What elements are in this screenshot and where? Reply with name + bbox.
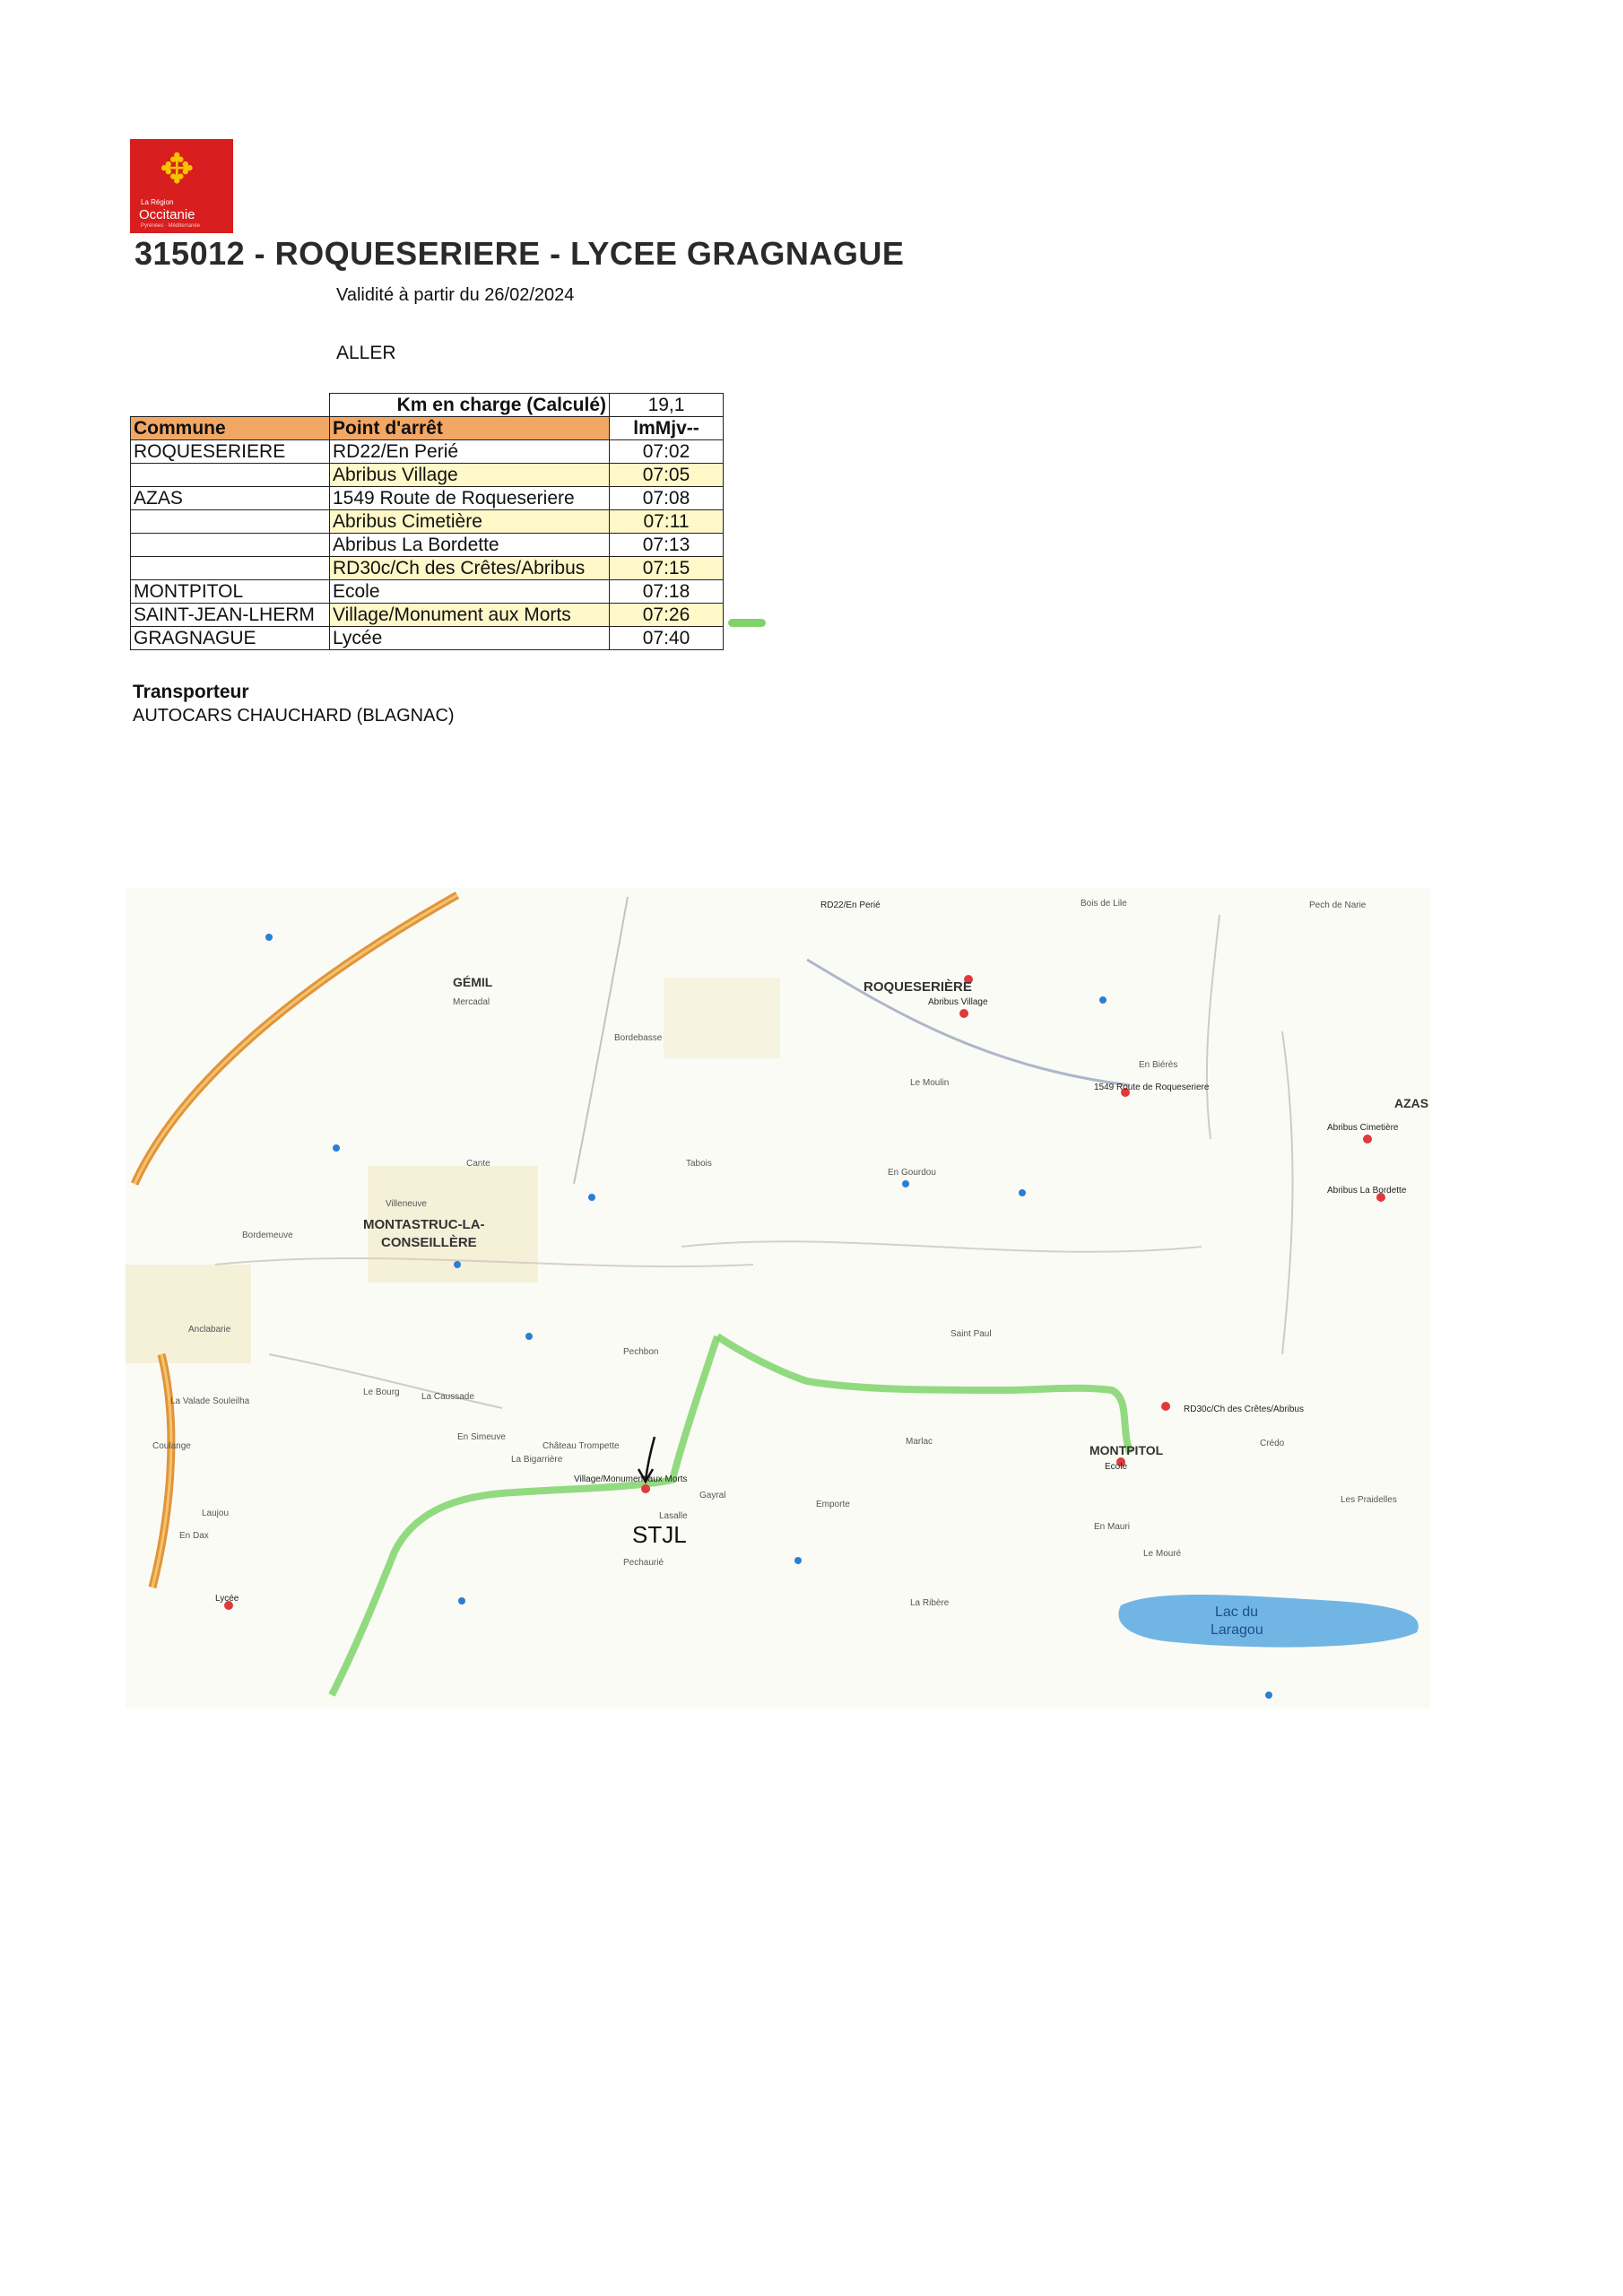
time-cell: 07:40	[610, 627, 724, 650]
col-stop-header: Point d'arrêt	[330, 417, 610, 440]
stop-cell: Abribus La Bordette	[330, 534, 610, 557]
carrier-name: AUTOCARS CHAUCHARD (BLAGNAC)	[133, 706, 455, 726]
town-montpitol: MONTPITOL	[1089, 1443, 1164, 1457]
stop-cell: Village/Monument aux Morts	[330, 604, 610, 627]
table-row	[131, 440, 724, 464]
town-gemil: GÉMIL	[453, 975, 493, 989]
map-place: Pechaurié	[623, 1558, 664, 1568]
stop-cell: Lycée	[330, 627, 610, 650]
table-row	[131, 464, 724, 487]
handwritten-note: STJL	[632, 1521, 687, 1548]
page-title: 315012 - ROQUESERIERE - LYCEE GRAGNAGUE	[135, 235, 905, 272]
commune-cell	[131, 534, 330, 557]
logo-tagline: Pyrénées · Méditerranée	[141, 223, 201, 229]
time-cell: 07:02	[610, 440, 724, 464]
map-place: La Valade Souleilha	[170, 1396, 250, 1406]
map-place: Le Bourg	[363, 1387, 400, 1397]
commune-cell	[131, 510, 330, 534]
route-map-svg	[126, 888, 1430, 1709]
map-stop-bordette: Abribus La Bordette	[1327, 1186, 1407, 1196]
map-place: Anclabarie	[188, 1325, 231, 1335]
table-row	[131, 580, 724, 604]
time-cell: 07:11	[610, 510, 724, 534]
stop-cell: 1549 Route de Roqueseriere	[330, 487, 610, 510]
town-roqueseriere: ROQUESERIÈRE	[864, 979, 972, 995]
table-row	[131, 604, 724, 627]
km-value: 19,1	[610, 394, 724, 417]
map-place: Bordebasse	[614, 1033, 663, 1043]
time-cell: 07:05	[610, 464, 724, 487]
map-place: Le Mouré	[1143, 1549, 1182, 1559]
map-stop-cimetiere: Abribus Cimetière	[1327, 1123, 1399, 1133]
map-place: Coulange	[152, 1441, 191, 1451]
logo-region-label: La Région	[141, 198, 174, 206]
map-place: Les Praidelles	[1341, 1495, 1397, 1505]
table-row	[131, 534, 724, 557]
timetable	[130, 393, 724, 650]
time-cell: 07:08	[610, 487, 724, 510]
occitan-cross-icon: ✥	[160, 144, 195, 193]
table-row	[131, 487, 724, 510]
map-place: Laujou	[202, 1509, 230, 1518]
map-place: Gayral	[699, 1491, 726, 1500]
time-cell: 07:26	[610, 604, 724, 627]
map-place: Marlac	[906, 1437, 933, 1447]
map-place: Bois de Lile	[1081, 899, 1127, 909]
town-azas: AZAS	[1394, 1096, 1429, 1110]
map-place: La Caussade	[421, 1392, 474, 1402]
stop-cell: RD22/En Perié	[330, 440, 610, 464]
map-place: La Bigarrière	[511, 1455, 563, 1465]
map-place: Lasalle	[659, 1511, 688, 1521]
map-place: Pechbon	[623, 1347, 659, 1357]
direction-label: ALLER	[336, 343, 396, 363]
commune-cell	[131, 464, 330, 487]
map-place: En Biérès	[1139, 1060, 1178, 1070]
stop-cell: Abribus Village	[330, 464, 610, 487]
commune-cell: GRAGNAGUE	[131, 627, 330, 650]
km-label: Km en charge (Calculé)	[330, 394, 610, 417]
validity-date: Validité à partir du 26/02/2024	[336, 285, 575, 305]
map-place: Château Trompette	[542, 1441, 620, 1451]
town-montastruc: MONTASTRUC-LA-	[363, 1217, 485, 1232]
time-cell: 07:13	[610, 534, 724, 557]
map-stop-abribus-village: Abribus Village	[928, 997, 988, 1007]
route-map	[126, 888, 1430, 1709]
map-stop-enperie: RD22/En Perié	[820, 900, 881, 910]
stop-cell: Abribus Cimetière	[330, 510, 610, 534]
commune-cell: MONTPITOL	[131, 580, 330, 604]
map-stop-route-1549: 1549 Route de Roqueseriere	[1094, 1083, 1210, 1092]
logo-brand: Occitanie	[139, 207, 195, 222]
commune-cell	[131, 557, 330, 580]
lake-label-2: Laragou	[1211, 1622, 1263, 1638]
map-place: En Gourdou	[888, 1168, 936, 1178]
green-highlight-mark	[728, 619, 766, 627]
map-place: Emporte	[816, 1500, 850, 1509]
commune-cell: ROQUESERIERE	[131, 440, 330, 464]
table-row	[131, 627, 724, 650]
map-stop-monument: Village/Monument aux Morts	[574, 1474, 688, 1484]
carrier-heading: Transporteur	[133, 682, 249, 702]
map-place: Crédo	[1260, 1439, 1285, 1448]
map-place: La Ribère	[910, 1598, 950, 1608]
lake-label: Lac du	[1215, 1605, 1259, 1620]
table-row	[131, 557, 724, 580]
map-stop-rd30c: RD30c/Ch des Crêtes/Abribus	[1184, 1405, 1304, 1414]
map-stop-lycee: Lycée	[215, 1594, 239, 1604]
col-days-header: lmMjv--	[610, 417, 724, 440]
map-place: En Simeuve	[457, 1432, 506, 1442]
town-montastruc-2: CONSEILLÈRE	[381, 1235, 477, 1250]
map-place: Pech de Narie	[1309, 900, 1367, 910]
map-stop-ecole: Ecole	[1105, 1462, 1128, 1472]
commune-cell: AZAS	[131, 487, 330, 510]
map-place: En Dax	[179, 1531, 209, 1541]
map-place: En Mauri	[1094, 1522, 1131, 1532]
map-place: Villeneuve	[386, 1199, 427, 1209]
stop-cell: Ecole	[330, 580, 610, 604]
map-place: Saint Paul	[950, 1329, 992, 1339]
map-place: Bordemeuve	[242, 1231, 293, 1240]
header-row	[131, 417, 724, 440]
time-cell: 07:18	[610, 580, 724, 604]
commune-cell: SAINT-JEAN-LHERM	[131, 604, 330, 627]
map-place: Cante	[466, 1159, 490, 1169]
map-place: Mercadal	[453, 997, 490, 1007]
table-row	[131, 510, 724, 534]
occitanie-logo	[130, 139, 233, 233]
stop-cell: RD30c/Ch des Crêtes/Abribus	[330, 557, 610, 580]
km-row	[131, 394, 724, 417]
time-cell: 07:15	[610, 557, 724, 580]
map-place: Tabois	[686, 1159, 712, 1169]
col-commune-header: Commune	[131, 417, 330, 440]
map-place: Le Moulin	[910, 1078, 950, 1088]
